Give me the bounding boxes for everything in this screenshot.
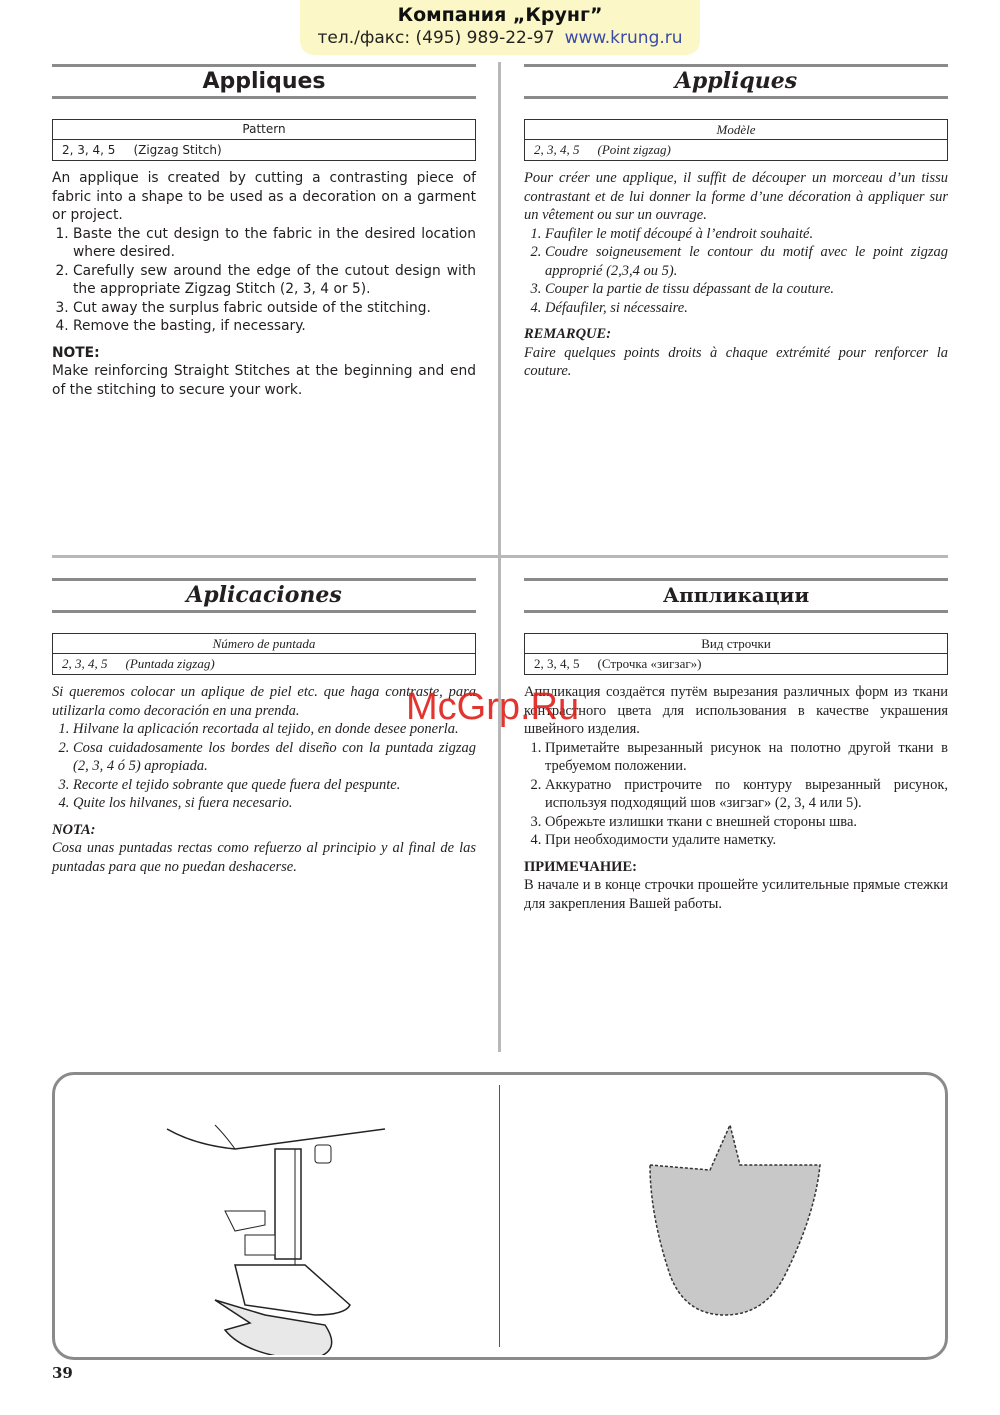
- pattern-table-header: Modèle: [525, 120, 947, 140]
- illustration-divider: [499, 1085, 500, 1347]
- step-item: 2. Аккуратно пристрочите по контуру вырезанный рисунок, используя подходящий шов «зигзаг» (2, 3, 4 или 5).: [545, 776, 948, 813]
- intro-text: Аппликация создаётся путём вырезания различных форм из ткани контрастного цвета для использования в качестве украшения швейного изделия.: [524, 684, 948, 737]
- note-text: Cosa unas puntadas rectas como refuerzo al principio y al final de las puntadas para que no puedan deshacerse.: [52, 840, 476, 875]
- pattern-numbers: 2, 3, 4, 5: [62, 143, 116, 157]
- tulip-applique-illustration: [645, 1115, 825, 1325]
- pattern-stitch: (Point zigzag): [597, 142, 671, 157]
- note-text: В начале и в конце строчки прошейте усилительные прямые стежки для закрепления Вашей работы.: [524, 877, 948, 912]
- pattern-stitch: (Zigzag Stitch): [133, 143, 222, 157]
- step-item: 4. При необходимости удалите наметку.: [545, 831, 948, 850]
- note-label: REMARQUE:: [524, 326, 612, 342]
- section-body: [524, 683, 948, 913]
- step-item: 3. Cut away the surplus fabric outside of the stitching.: [73, 299, 476, 318]
- note-text: Faire quelques points droits à chaque extrémité pour renforcer la couture.: [524, 344, 948, 379]
- pattern-stitch: (Строчка «зигзаг»): [597, 656, 702, 671]
- steps-list: [524, 739, 948, 850]
- pattern-table-header: Вид строчки: [525, 634, 947, 654]
- step-item: 2. Cosa cuidadosamente los bordes del diseño con la puntada zigzag (2, 3, 4 ó 5) apropiada.: [73, 739, 476, 776]
- step-item: 3. Recorte el tejido sobrante que quede fuera del pespunte.: [73, 776, 476, 795]
- pattern-numbers: 2, 3, 4, 5: [62, 656, 108, 671]
- pattern-table: [52, 119, 476, 161]
- pattern-table: [524, 119, 948, 161]
- step-item: 3. Couper la partie de tissu dépassant de la couture.: [545, 280, 948, 299]
- page-number: 39: [52, 1364, 73, 1382]
- pattern-stitch: (Puntada zigzag): [125, 656, 215, 671]
- section-en: [52, 64, 476, 399]
- pattern-numbers: 2, 3, 4, 5: [534, 656, 580, 671]
- step-item: 1. Приметайте вырезанный рисунок на полотно другой ткани в требуемом положении.: [545, 739, 948, 776]
- illustration-box: [52, 1072, 948, 1360]
- pattern-table: [524, 633, 948, 675]
- section-ru: [524, 578, 948, 913]
- steps-list: [52, 225, 476, 336]
- step-item: 1. Faufiler le motif découpé à l’endroit souhaité.: [545, 225, 948, 244]
- section-body: [52, 169, 476, 399]
- title-rule-bottom: [524, 610, 948, 613]
- step-item: 4. Remove the basting, if necessary.: [73, 317, 476, 336]
- sewing-machine-foot-illustration: [155, 1115, 415, 1355]
- section-divider: [52, 555, 948, 558]
- step-item: 1. Baste the cut design to the fabric in the desired location where desired.: [73, 225, 476, 262]
- step-item: 1. Hilvane la aplicación recortada al tejido, en donde desee ponerla.: [73, 720, 476, 739]
- pattern-table-header: Pattern: [53, 120, 475, 140]
- pattern-table-row: [53, 654, 475, 674]
- intro-text: Pour créer une applique, il suffit de découper un morceau d’un tissu contrastant et de lui donner la forme d’une décoration à appliquer sur un vêtement ou sur un ouvrage.: [524, 170, 948, 223]
- section-fr: [524, 64, 948, 381]
- intro-text: An applique is created by cutting a contrasting piece of fabric into a shape to be used as a decoration on a garment or project.: [52, 170, 476, 223]
- pattern-table-row: [53, 140, 475, 160]
- note-label: NOTE:: [52, 344, 100, 361]
- intro-text: Si queremos colocar un aplique de piel etc. que haga contraste, para utilizarla como decoración en una prenda.: [52, 684, 476, 719]
- section-title: Appliques: [674, 68, 798, 94]
- company-name: Компания „Крунг”: [397, 4, 603, 26]
- watermark: McGrp.Ru: [406, 686, 580, 728]
- title-rule-bottom: [52, 96, 476, 99]
- pattern-numbers: 2, 3, 4, 5: [534, 142, 580, 157]
- pattern-table: [52, 633, 476, 675]
- pattern-table-row: [525, 654, 947, 674]
- company-url[interactable]: www.krung.ru: [564, 28, 683, 48]
- step-item: 2. Coudre soigneusement le contour du motif avec le point zigzag approprié (2,3,4 ou 5).: [545, 243, 948, 280]
- title-rule-bottom: [524, 96, 948, 99]
- note-label: NOTA:: [52, 821, 96, 838]
- steps-list: [524, 225, 948, 318]
- company-banner: [300, 0, 700, 55]
- section-title: Appliques: [202, 69, 326, 94]
- step-item: 4. Défaufiler, si nécessaire.: [545, 299, 948, 318]
- note-label: ПРИМЕЧАНИЕ:: [524, 858, 637, 875]
- steps-list: [52, 720, 476, 813]
- section-title: Аппликации: [662, 583, 810, 607]
- pattern-table-row: [525, 140, 947, 160]
- section-title: Aplicaciones: [186, 582, 342, 608]
- company-phone: тел./факс: (495) 989-22-97: [317, 28, 555, 48]
- section-body: [524, 169, 948, 381]
- title-rule-bottom: [52, 610, 476, 613]
- step-item: 4. Quite los hilvanes, si fuera necesario.: [73, 794, 476, 813]
- step-item: 3. Обрежьте излишки ткани с внешней стороны шва.: [545, 813, 948, 832]
- step-item: 2. Carefully sew around the edge of the cutout design with the appropriate Zigzag Stitch (2, 3, 4 or 5).: [73, 262, 476, 299]
- note-text: Make reinforcing Straight Stitches at the beginning and end of the stitching to secure your work.: [52, 363, 476, 398]
- pattern-table-header: Número de puntada: [53, 634, 475, 654]
